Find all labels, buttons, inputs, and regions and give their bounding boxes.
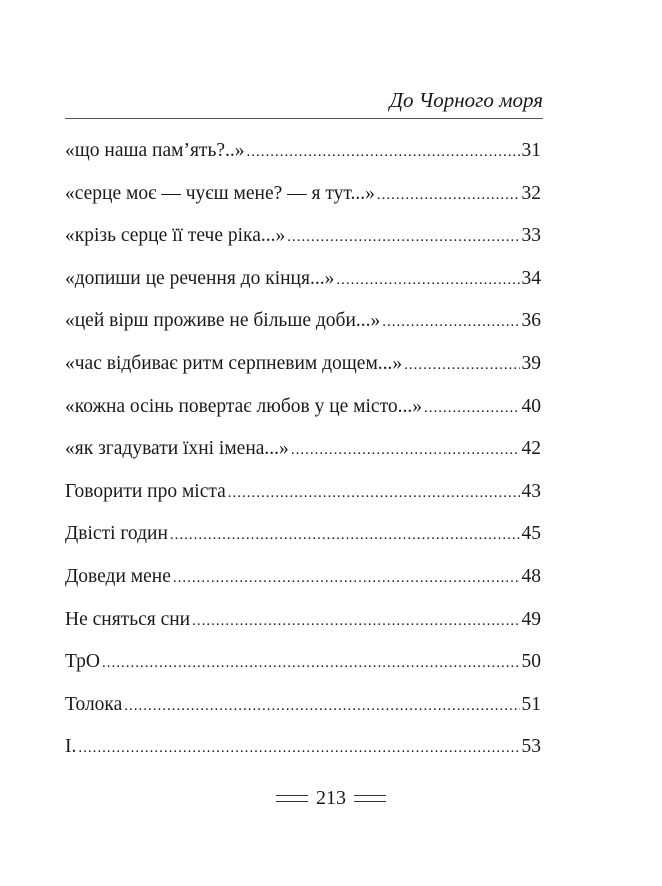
- dot-leader: [78, 740, 519, 757]
- toc-entry[interactable]: [65, 353, 541, 396]
- dot-leader: [287, 229, 519, 246]
- toc-entry-page: 33: [521, 225, 541, 247]
- toc-entry-page: 36: [521, 310, 541, 332]
- toc-entry-page: 50: [521, 651, 541, 673]
- toc-entry[interactable]: [65, 310, 541, 353]
- toc-entry-page: 31: [521, 140, 541, 161]
- dot-leader: [377, 187, 520, 204]
- ornament-left: [276, 795, 308, 802]
- toc-entry-title: «допиши це речення до кінця...»: [65, 267, 335, 289]
- toc-entry-title: Толока: [65, 693, 123, 715]
- toc-entry[interactable]: [65, 609, 541, 652]
- page-number: 213: [316, 787, 346, 809]
- toc-entry-title: «що наша пам’ять?..»: [65, 140, 245, 161]
- dot-leader: [291, 442, 520, 459]
- toc-entry[interactable]: [65, 736, 541, 779]
- toc-entry[interactable]: [65, 481, 541, 524]
- toc-entry-page: 40: [521, 395, 541, 417]
- toc-entry-page: 51: [521, 693, 541, 715]
- dot-leader: [404, 357, 519, 374]
- dot-leader: [424, 400, 520, 417]
- toc-entry-page: 32: [521, 182, 541, 204]
- toc-entry-title: Говорити про міста: [65, 480, 226, 502]
- toc-entry-title: Двісті годин: [65, 523, 168, 545]
- dot-leader: [102, 655, 519, 672]
- table-of-contents: [65, 140, 541, 779]
- dot-leader: [124, 698, 519, 715]
- toc-entry[interactable]: [65, 183, 541, 226]
- toc-entry[interactable]: [65, 225, 541, 268]
- toc-entry[interactable]: [65, 268, 541, 311]
- toc-entry-title: ТрО: [65, 651, 101, 673]
- ornament-right: [354, 795, 386, 802]
- dot-leader: [336, 272, 519, 289]
- page-footer: [0, 787, 662, 810]
- dot-leader: [173, 570, 520, 587]
- toc-entry-title: «кожна осінь повертає любов у це місто...»: [65, 395, 422, 417]
- toc-entry-title: «як згадувати їхні імена...»: [65, 438, 289, 460]
- header-rule: [65, 118, 543, 119]
- toc-entry-title: «цей вірш проживе не більше доби...»: [65, 310, 381, 332]
- toc-entry[interactable]: [65, 694, 541, 737]
- dot-leader: [170, 527, 520, 544]
- toc-entry[interactable]: [65, 651, 541, 694]
- dot-leader: [192, 613, 519, 630]
- toc-entry-title: «крізь серце її тече ріка...»: [65, 225, 286, 247]
- toc-entry[interactable]: [65, 523, 541, 566]
- toc-entry-page: 49: [521, 608, 541, 630]
- toc-entry-page: 43: [521, 480, 541, 502]
- toc-entry-title: «час відбиває ритм серпневим дощем...»: [65, 352, 403, 374]
- toc-entry-page: 48: [521, 565, 541, 587]
- running-header: До Чорного моря: [389, 88, 543, 112]
- toc-entry-title: Доведи мене: [65, 565, 171, 587]
- toc-entry-title: Не сняться сни: [65, 608, 191, 630]
- dot-leader: [247, 144, 520, 161]
- dot-leader: [228, 485, 520, 502]
- toc-entry-page: 45: [521, 523, 541, 545]
- toc-entry-page: 53: [521, 736, 541, 758]
- toc-entry-page: 39: [521, 352, 541, 374]
- toc-entry-page: 34: [521, 267, 541, 289]
- toc-entry[interactable]: [65, 396, 541, 439]
- toc-entry[interactable]: [65, 566, 541, 609]
- dot-leader: [382, 314, 519, 331]
- toc-entry[interactable]: [65, 140, 541, 183]
- toc-entry-title: І.: [65, 736, 77, 758]
- toc-entry[interactable]: [65, 438, 541, 481]
- toc-entry-page: 42: [521, 438, 541, 460]
- toc-entry-title: «серце моє — чуєш мене? — я тут...»: [65, 182, 375, 204]
